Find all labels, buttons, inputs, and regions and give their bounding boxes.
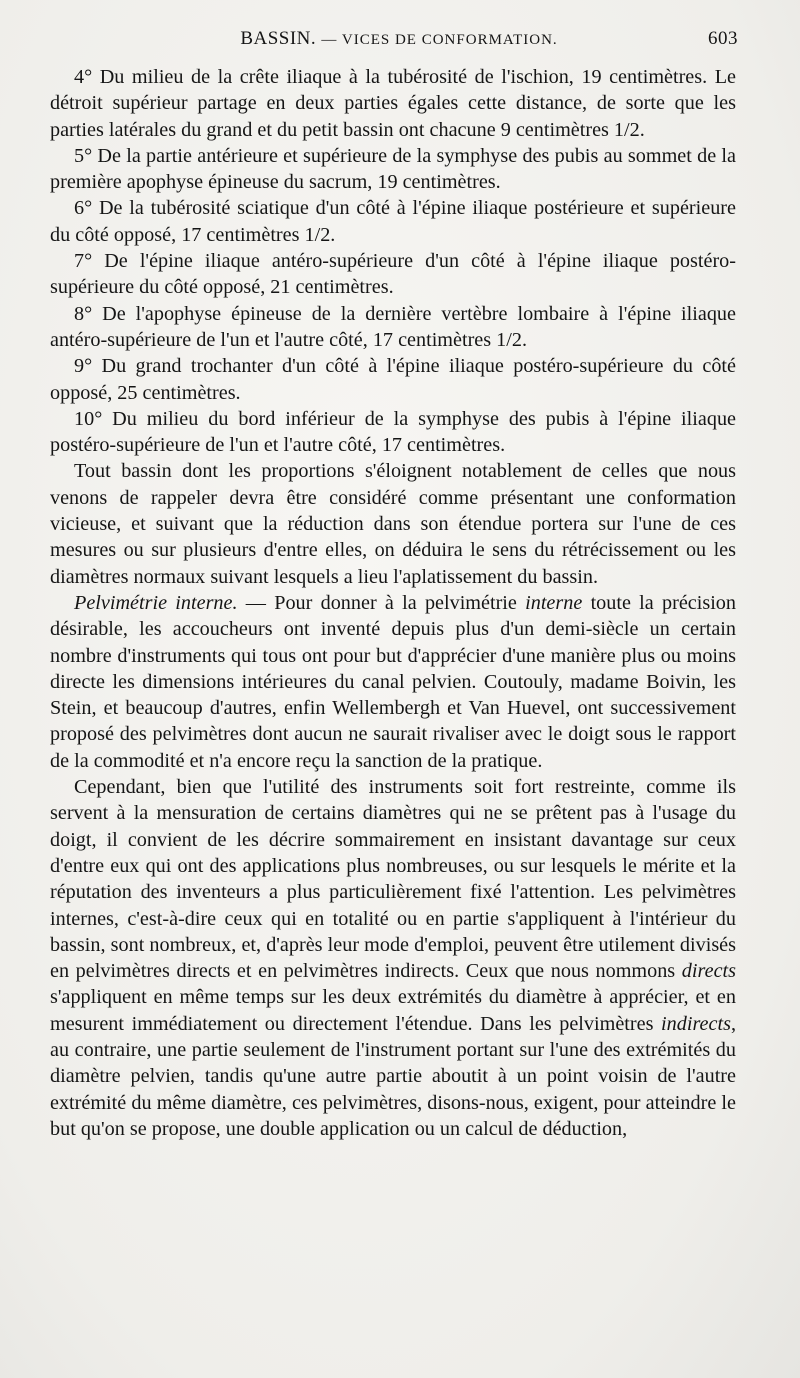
paragraph-conformation: Tout bassin dont les proportions s'éloignent notablement de celles que nous venons de rappeler devra être considéré comme présentant une conformation vicieuse, et suivant que la réduction dans son étendue portera sur l'une de ces mesures ou sur plusieurs d'entre elles, on déduira le sens du rétrécissement ou les diamètres normaux suivant lesquels a lieu l'aplatissement du bassin. [50, 460, 736, 588]
measurement-9: 9° Du grand trochanter d'un côté à l'épine iliaque postéro-supérieure du côté opposé, 25 centimètres. [50, 355, 736, 404]
running-title-rest: — VICES DE CONFORMATION. [321, 32, 558, 48]
page-number: 603 [708, 28, 738, 49]
pelvimetrie-text-2: toute la précision désirable, les accoucheurs ont inventé depuis plus d'un demi-siècle un certain nombre d'instruments qui tous ont pour but d'apprécier d'une manière plus ou moins directe les dimensions intérieures du canal pelvien. Coutouly, madame Boivin, les Stein, et beaucoup d'autres, enfin Wellembergh et Van Huevel, ont successivement proposé des pelvimètres dont aucun ne saurait rivaliser avec le doigt sous le rapport de la commodité et n'a encore reçu la sanction de la pratique. [50, 591, 736, 772]
emph-directs: directs [681, 960, 736, 983]
measurement-10: 10° Du milieu du bord inférieur de la symphyse des pubis à l'épine iliaque postéro-supérieure de l'un et l'autre côté, 17 centimètres. [50, 407, 736, 457]
paragraph-pelvimetrie-interne [50, 590, 736, 774]
measurement-5: 5° De la partie antérieure et supérieure de la symphyse des pubis au sommet de la première apophyse épineuse du sacrum, 19 centimètres. [50, 144, 736, 194]
running-header [60, 28, 738, 58]
measurement-8: 8° De l'apophyse épineuse de la dernière vertèbre lombaire à l'épine iliaque antéro-supérieure de l'un et l'autre côté, 17 centimètres 1/2. [50, 302, 736, 351]
running-title-main: BASSIN. [240, 28, 317, 49]
paragraph-cependant [50, 774, 736, 1142]
pelvimetrie-emph: interne [525, 591, 583, 614]
cependant-text-3: , au contraire, une partie seulement de l'instrument portant sur l'une des extrémités du diamètre pelvien, tandis qu'une autre partie aboutit à un point voisin de l'autre extrémité du même diamètre, ces pelvimètres, disons-nous, exigent, pour atteindre le but qu'on se propose, une double application ou un calcul de déduction, [50, 1012, 736, 1140]
emph-indirects: indirects [661, 1012, 731, 1035]
pelvimetrie-text-1: — Pour donner à la pelvimétrie [237, 591, 526, 614]
measurement-7: 7° De l'épine iliaque antéro-supérieure d'un côté à l'épine iliaque postéro-supérieure du côté opposé, 21 centimètres. [50, 250, 736, 299]
cependant-text-1: Cependant, bien que l'utilité des instruments soit fort restreinte, comme ils servent à la mensuration de certains diamètres qui ne se prêtent pas à l'usage du doigt, il convient de les décrire sommairement en insistant davantage sur ceux d'entre eux qui ont des applications plus nombreuses, ou sur lesquels le mérite et la réputation des inventeurs a plus particulièrement fixé l'attention. Les pelvimètres internes, c'est-à-dire ceux qui en totalité ou en partie s'appliquent à l'intérieur du bassin, sont nombreux, et, d'après leur mode d'emploi, peuvent être utilement divisés en pelvimètres directs et en pelvimètres indirects. Ceux que nous nommons [50, 776, 736, 983]
cependant-text-2: s'appliquent en même temps sur les deux extrémités du diamètre à apprécier, et en mesurent immédiatement ou directement l'étendue. Dans les pelvimètres [50, 986, 736, 1035]
page-body [50, 64, 736, 1142]
measurement-4: 4° Du milieu de la crête iliaque à la tubérosité de l'ischion, 19 centimètres. Le détroit supérieur partage en deux parties égales cette distance, de sorte que les parties latérales du grand et du petit bassin ont chacune 9 centimètres 1/2. [50, 66, 736, 141]
section-heading-pelvimetrie: Pelvimétrie interne. [74, 591, 238, 614]
measurement-6: 6° De la tubérosité sciatique d'un côté à l'épine iliaque postérieure et supérieure du côté opposé, 17 centimètres 1/2. [50, 197, 736, 246]
running-title [60, 28, 738, 50]
